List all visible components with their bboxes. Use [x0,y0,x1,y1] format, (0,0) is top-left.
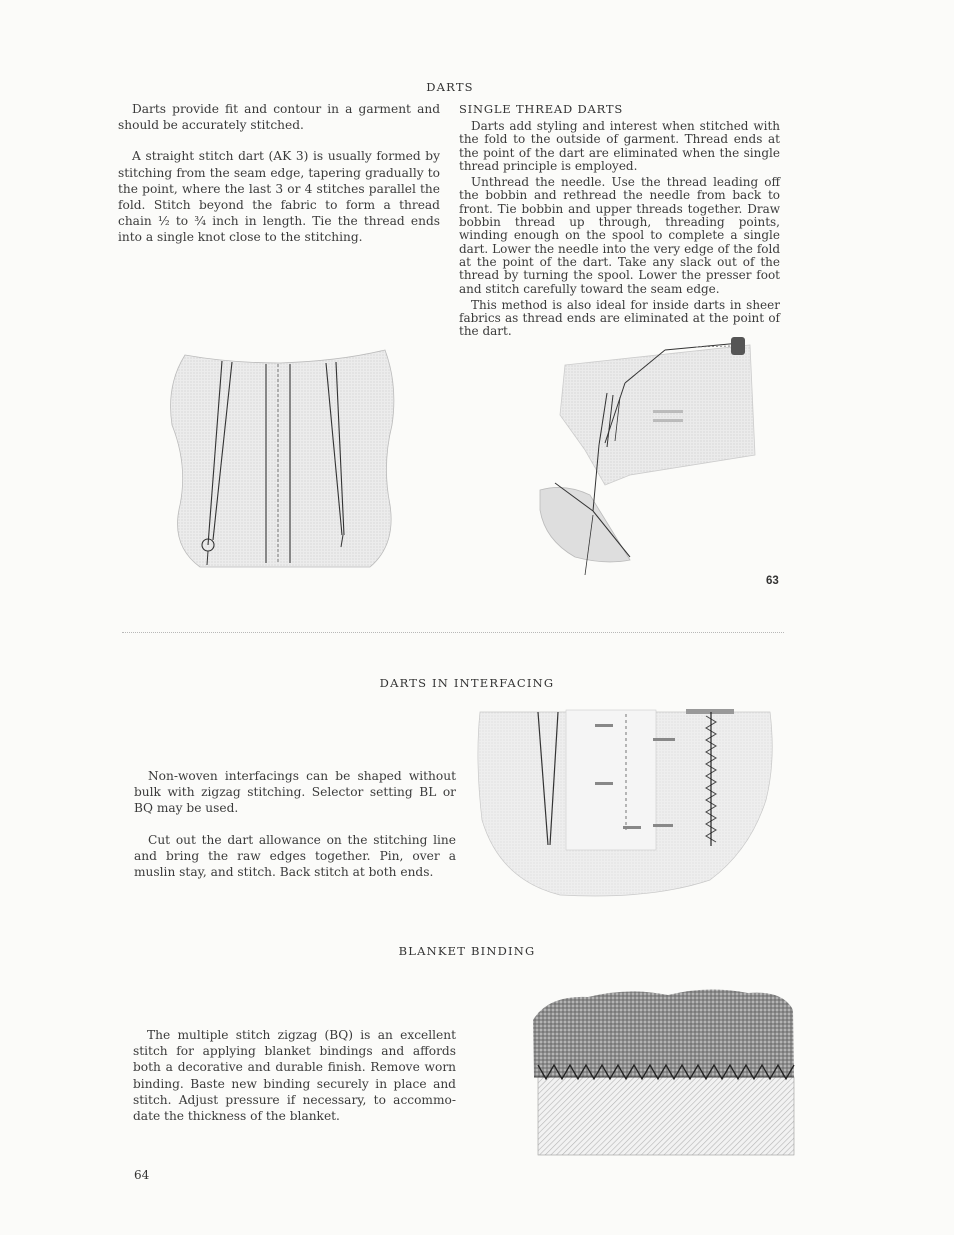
blanket-binding-illustration [528,985,798,1157]
interfacing-illustration [470,700,780,900]
darts-paragraph-2: A straight stitch dart (AK 3) is usually formed by stitching from the seam edge, tapering gradually to the point, where the last 3 or 4 stitches parallel the fold. Stitch beyond the fabric to form a thread chain ½ to ¾ inch in length. Tie the thread ends into a single knot close to the stitching. [118,149,440,245]
page-divider [122,632,784,633]
sewing-machine-illustration [535,335,765,580]
darts-paragraph-1: Darts provide fit and contour in a garment and should be accurately stitched. [118,102,440,133]
page-number-63: 63 [766,575,779,587]
darts-heading: DARTS [426,80,474,94]
darts-in-interfacing-heading: DARTS IN INTERFACING [379,676,555,690]
blanket-paragraph-1: The multiple stitch zigzag (BQ) is an excellent stitch for applying blanket bindings and affords both a decorative and durable finish. Remove worn binding. Baste new binding securely in place and stitch. Adjust pressure if necessary, to accommo-date the thickness of the blanket. [133,1028,456,1124]
single-thread-darts-heading: SINGLE THREAD DARTS [459,102,624,116]
darts-left-text [118,101,440,246]
blanket-binding-heading: BLANKET BINDING [398,944,536,958]
single-thread-paragraph-2: Unthread the needle. Use the thread leading off the bobbin and rethread the needle from back to front. Tie bobbin and upper threads together. Draw bobbin thread up through, threading points, winding enough on the spool to complete a single dart. Lower the needle into the very edge of the fold at the point of the dart. Take any slack out of the thread by turning the spool. Lower the presser foot and stitch carefully toward the seam edge. [459,175,780,296]
single-thread-text [459,120,780,339]
blanket-text [133,1027,456,1124]
interfacing-text [134,768,456,880]
dart-garment-illustration [160,345,410,570]
interfacing-paragraph-2: Cut out the dart allowance on the stitching line and bring the raw edges together. Pin, over a muslin stay, and stitch. Back stitch at both ends. [134,832,456,880]
single-thread-paragraph-1: Darts add styling and interest when stitched with the fold to the outside of garment. Thread ends at the point of the dart are eliminated when the single thread principle is employed. [459,119,780,173]
single-thread-paragraph-3: This method is also ideal for inside darts in sheer fabrics as thread ends are eliminated at the point of the dart. [459,297,780,339]
page-number-64: 64 [134,1168,150,1182]
interfacing-paragraph-1: Non-woven interfacings can be shaped without bulk with zigzag stitching. Selector setting BL or BQ may be used. [134,769,456,816]
